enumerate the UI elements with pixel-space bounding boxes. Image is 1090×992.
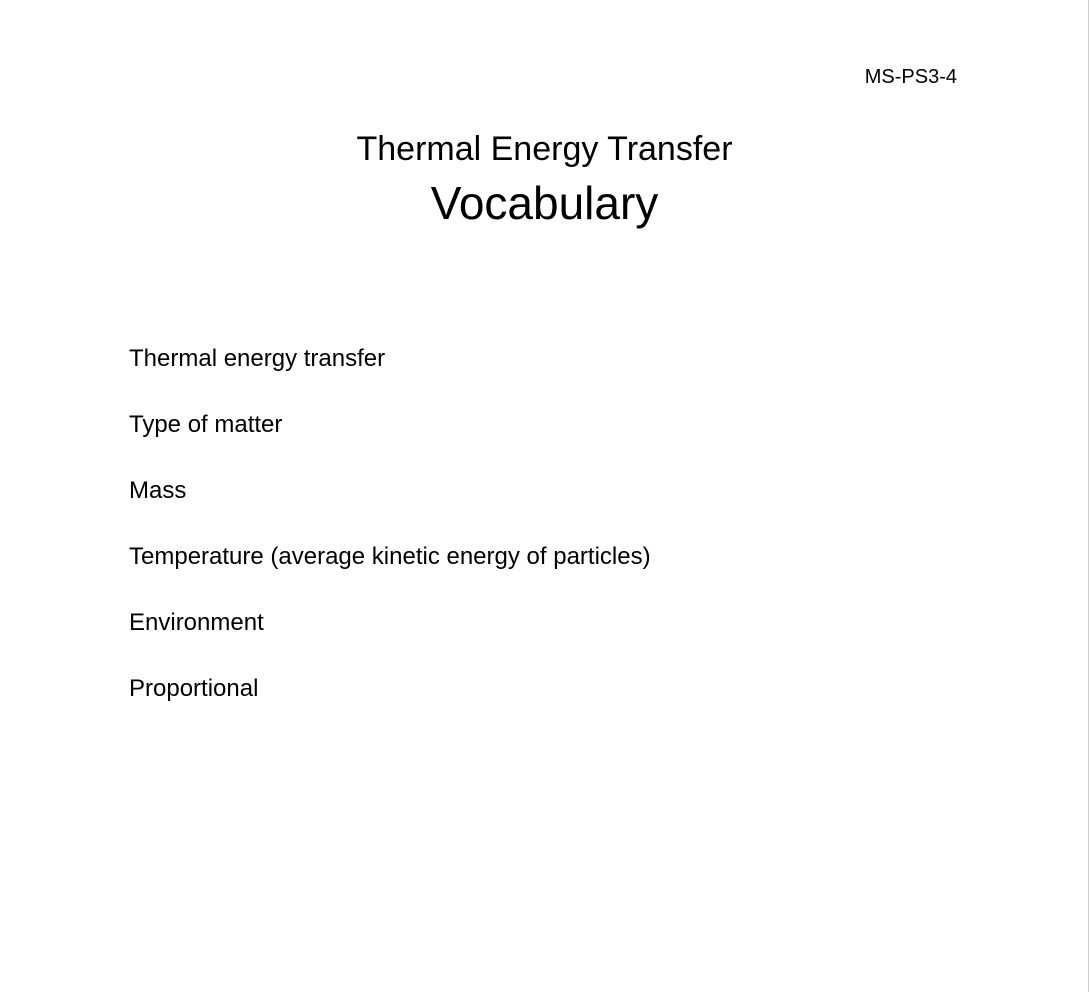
vocabulary-term: Thermal energy transfer	[129, 345, 386, 372]
vocabulary-term: Temperature (average kinetic energy of particles)	[129, 543, 651, 570]
page-subtitle: Vocabulary	[430, 177, 659, 229]
vocabulary-term: Mass	[129, 477, 187, 504]
vocabulary-list	[129, 341, 651, 737]
title-block	[0, 126, 1089, 234]
page-title: Thermal Energy Transfer	[356, 130, 733, 168]
vocabulary-term: Proportional	[129, 675, 259, 702]
vocabulary-term: Environment	[129, 609, 264, 636]
vocabulary-term: Type of matter	[129, 411, 283, 438]
standard-code: MS-PS3-4	[864, 66, 957, 88]
